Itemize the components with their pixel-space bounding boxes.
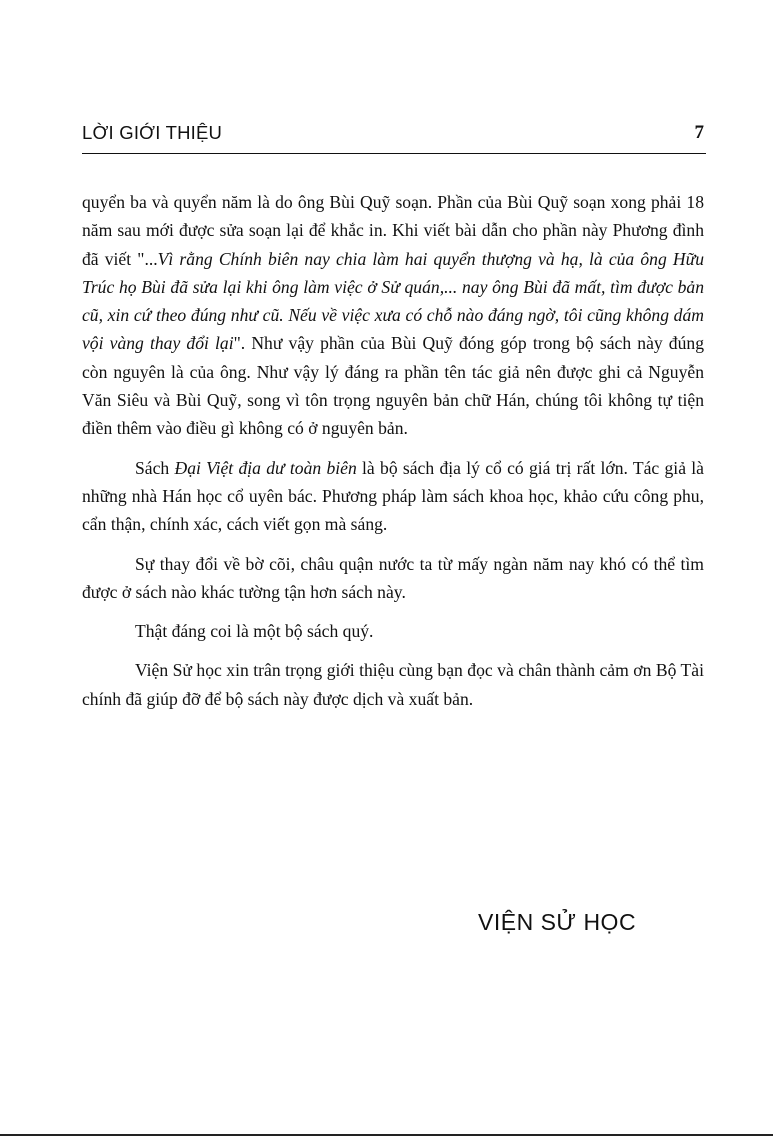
chapter-title: LỜI GIỚI THIỆU [82, 122, 223, 143]
paragraph-territory: Sự thay đổi về bờ cõi, châu quận nước ta từ mấy ngàn năm nay khó có thể tìm được ở sách nào khác tường tận hơn sách này. [82, 553, 704, 602]
paragraph-text: ". Như vậy phần của Bùi Quỹ đóng góp trong bộ sách này đúng còn nguyên là của ông. Như vậy lý đáng ra phần tên tác giả nên được ghi cả Nguyễn Văn Siêu và Bùi Quỹ, song vì tôn trọng nguyên bản chữ Hán, chúng tôi không tự tiện điền thêm vào điều gì không có ở nguyên bản. [82, 333, 704, 439]
quotation-italic: Vì rằng Chính biên nay chia làm hai quyển thượng và hạ, là của ông Hữu Trúc họ Bùi đã sửa lại khi ông làm việc ở Sử quán,... nay ông Bùi đã mất, tìm được bản cũ, xin cứ theo đúng như cũ. Nếu về việc xưa có chỗ nào đáng ngờ, tôi cũng không dám vội vàng thay đổi lại [82, 248, 704, 354]
paragraph-text: là bộ sách địa lý cổ có giá trị rất lớn. Tác giả là những nhà Hán học cổ uyên bác. Phương pháp làm sách khoa học, khảo cứu công phu, cẩn thận, chính xác, cách viết gọn mà sáng. [82, 457, 704, 535]
paragraph-book-description [82, 454, 704, 539]
running-header [82, 122, 706, 154]
paragraph-acknowledgement: Viện Sử học xin trân trọng giới thiệu cùng bạn đọc và chân thành cảm ơn Bộ Tài chính đã giúp đỡ để bộ sách này được dịch và xuất bản. [82, 660, 704, 709]
body-text [82, 188, 704, 713]
signature-institute: VIỆN SỬ HỌC [478, 909, 637, 935]
paragraph-text: Sách [135, 457, 175, 478]
page-number: 7 [694, 122, 704, 143]
page-bottom-edge [0, 1134, 773, 1136]
paragraph-valuable: Thật đáng coi là một bộ sách quý. [135, 621, 374, 642]
header-divider [82, 153, 706, 154]
paragraph-continuation [82, 188, 704, 443]
paragraph-text: quyển ba và quyển năm là do ông Bùi Quỹ soạn. Phần của Bùi Quỹ soạn xong phải 18 năm sau mới được sửa soạn lại để khắc in. Khi viết bài dẫn cho phần này Phương đình đã viết "... [82, 192, 704, 269]
book-title-italic: Đại Việt địa dư toàn biên [174, 457, 357, 478]
